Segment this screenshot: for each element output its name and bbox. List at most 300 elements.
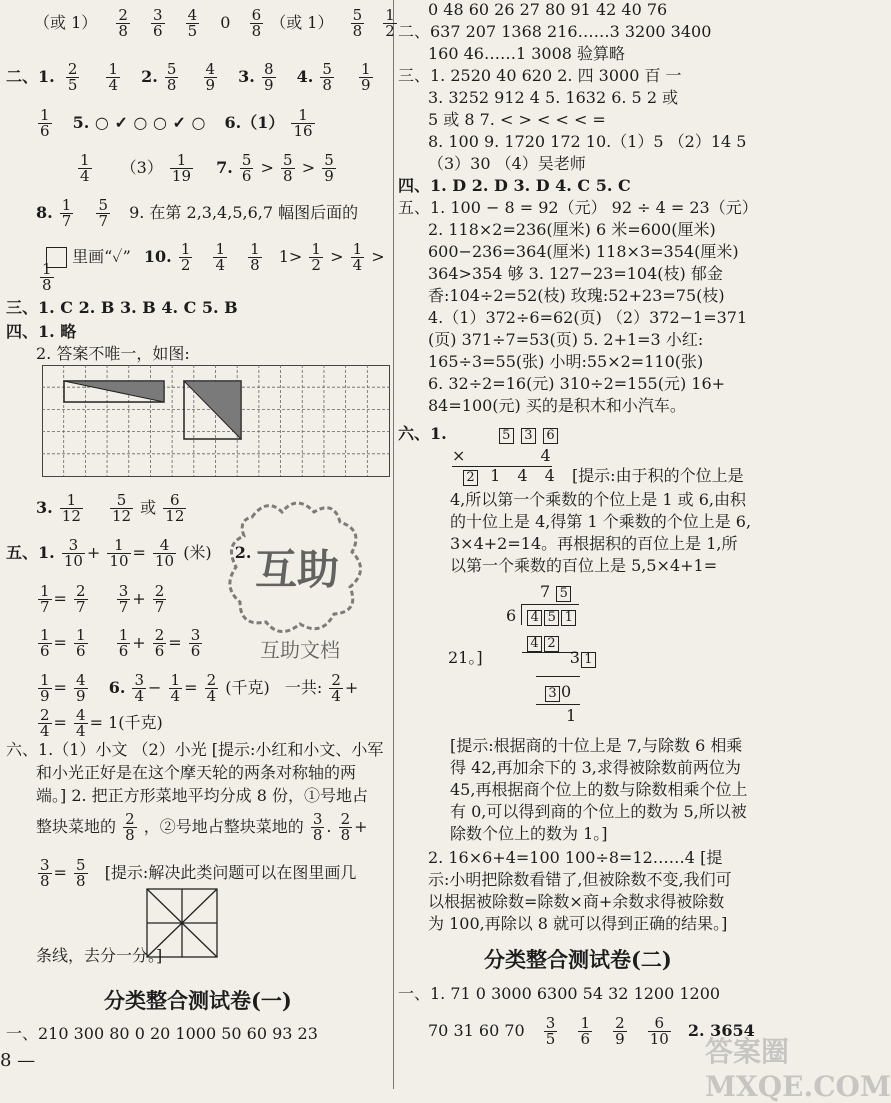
den: 6 [153, 22, 163, 40]
den: 8 [283, 167, 293, 185]
right-line-18: 6. 32÷2=16(元) 310÷2=155(元) 16+ [428, 374, 726, 393]
den: 4 [331, 687, 341, 705]
right-line-8: （3）30 （4）吴老师 [428, 154, 586, 173]
digit: 4 [544, 466, 555, 485]
right-line-11: 2. 118×2=236(厘米) 6 米=600(厘米) [428, 220, 716, 239]
den: 9 [76, 687, 86, 705]
fraction [213, 242, 227, 273]
num: 1 [61, 196, 72, 214]
den: 7 [98, 212, 108, 230]
den: 8 [251, 22, 262, 40]
den: 6 [580, 1030, 590, 1048]
text: （或 1） [270, 13, 334, 32]
section-5-row-1: $\frac{1}{7}$ = $\frac{2}{7}$ $\frac{3}{7}$ + $\frac{2}{7}$ [40, 582, 165, 616]
right-line-38: 2. 16×6+4=100 100÷8=12……4 [提 [428, 848, 723, 867]
right-line-9: 四、1. D 2. D 3. D 4. C 5. C [398, 176, 631, 195]
digit-box: 6 [543, 428, 558, 444]
gt: > [330, 247, 344, 266]
right-line-39: 示:小明把除数看错了,但被除数不变,我们可 [428, 870, 732, 889]
section-6-line-4: 整块菜地的 $\frac{2}{8}$ ，②号地占整块菜地的 $\frac{3}{8}$ . $\frac{2}{8}$ + [36, 810, 368, 844]
fraction [153, 538, 176, 569]
fraction [165, 62, 179, 93]
right-line-36: 有 0,可以得到商的个位上的数为 5,所以被 [450, 802, 747, 821]
den: 6 [40, 642, 50, 660]
den: 5 [187, 22, 198, 40]
num: 2 [340, 810, 351, 828]
division-row [506, 606, 579, 626]
right-line-12: 600−236=364(厘米) 118×3=354(厘米) [428, 242, 739, 261]
right-line-17: 165÷3=55(张) 小明:55×2=110(张) [428, 352, 704, 371]
q9-text: 9. 在第 2,3,4,5,6,7 幅图后面的 [129, 203, 359, 222]
den: 8 [340, 826, 351, 844]
text: 或 [140, 498, 157, 517]
num: 5 [166, 60, 177, 78]
fraction [74, 628, 88, 659]
fraction [151, 8, 165, 39]
fraction [170, 153, 193, 184]
text: 21。] [448, 648, 483, 667]
den: 6 [190, 642, 201, 660]
fraction [96, 198, 110, 229]
num: 1 [40, 671, 50, 689]
right-line-7: 8. 100 9. 1720 172 10.（1）5 （2）14 5 [428, 132, 747, 151]
left-line-3 [36, 108, 317, 139]
fraction [311, 812, 325, 843]
den: 6 [154, 642, 165, 660]
den: 8 [352, 22, 363, 40]
section-3: 三、1. C 2. B 3. B 4. C 5. B [6, 298, 238, 317]
den: 6 [40, 122, 50, 140]
fraction [153, 584, 167, 615]
test-title-1: 分类整合测试卷(一) [104, 988, 292, 1013]
right-line-22 [462, 466, 744, 486]
fraction [205, 673, 219, 704]
den: 7 [61, 212, 72, 230]
den: 19 [171, 167, 192, 185]
q-label: 2. [234, 543, 252, 562]
fraction [74, 708, 88, 739]
num: 1 [107, 538, 130, 554]
digit-box: 3 [545, 686, 560, 702]
num: 1 [42, 260, 52, 278]
right-line-16: (页) 371÷7=53(页) 5. 2+1=3 小红: [428, 330, 704, 349]
fraction [322, 153, 336, 184]
num: 8 [263, 60, 274, 78]
division-quotient [540, 582, 572, 602]
num: 2 [615, 1014, 625, 1032]
right-line-20 [398, 424, 559, 444]
fraction [186, 8, 200, 39]
right-line-41: 为 100,再除以 8 就可以得到正确的结果。] [428, 914, 728, 933]
num: 4 [76, 671, 86, 689]
section-label: 五、1. [6, 543, 55, 562]
text: 1> [278, 247, 303, 266]
num: 6 [648, 1016, 671, 1032]
text: (千克) [225, 678, 270, 697]
fraction [250, 8, 264, 39]
text: [提示:解决此类问题可以在图里画几 [104, 863, 357, 882]
text: ，②号地占整块菜地的 [143, 817, 304, 836]
num: 2 [67, 60, 78, 78]
right-line-2: 二、637 207 1368 216……3 3200 3400 [398, 22, 712, 41]
den: 8 [125, 826, 135, 844]
test-title-2: 分类整合测试卷(二) [484, 947, 672, 972]
den: 2 [311, 256, 321, 274]
num: 1 [580, 1014, 590, 1032]
fraction [38, 708, 52, 739]
digit: 7 [540, 582, 551, 601]
fraction [309, 242, 323, 273]
den: 10 [109, 552, 129, 570]
den: 6 [241, 167, 252, 185]
den: 10 [63, 552, 83, 570]
den: 4 [352, 256, 363, 274]
fraction [648, 1016, 671, 1047]
fraction [329, 673, 343, 704]
left-line-6 [46, 242, 385, 273]
text: [提示:由于积的个位上是 [571, 466, 744, 485]
section-4-2: 2. 答案不唯一，如图: [36, 344, 190, 363]
num: 5 [322, 60, 332, 78]
fraction [169, 673, 183, 704]
left-line-1 [34, 8, 399, 39]
digit-box: 5 [556, 586, 571, 602]
digit: 3 [569, 648, 580, 667]
stamp-sub-text: 互助文档 [260, 638, 340, 662]
num: 3 [134, 671, 145, 689]
division-line-3 [536, 704, 580, 705]
stamp-logo [222, 492, 372, 662]
fraction [578, 1016, 592, 1047]
divisor: 6 [506, 606, 517, 625]
fraction [359, 62, 373, 93]
fraction [544, 1016, 558, 1047]
section-4-3 [36, 493, 188, 524]
text: （或 1） [34, 13, 98, 32]
digit: 1 [490, 466, 501, 485]
q-label: 6. [108, 678, 126, 697]
right-line-25: 3×4+2=14。再根据积的百位上是 1,所 [450, 534, 738, 553]
q-label: 8. [36, 203, 53, 222]
fraction [38, 628, 52, 659]
fraction [38, 858, 52, 889]
q-label: 7. [216, 158, 233, 177]
watermark: 答案圈 MXQE.COM [705, 1035, 891, 1103]
fraction [281, 153, 295, 184]
num: 3 [62, 538, 85, 554]
den: 8 [40, 872, 50, 890]
right-line-21 [452, 446, 551, 466]
section-6-line-2: 和小光正好是在这个摩天轮的两条对称轴的两 [36, 763, 357, 782]
num: 1 [80, 151, 90, 169]
text: (米) [183, 543, 212, 562]
num: 1 [180, 240, 191, 258]
left-last-line: 一、210 300 80 0 20 1000 50 60 93 23 [6, 1024, 318, 1043]
num: 3 [545, 1014, 556, 1032]
den: 9 [205, 76, 216, 94]
right-line-23: 4,所以第一个乘数的个位上是 1 或 6,由积 [450, 490, 746, 509]
den: 8 [42, 276, 52, 294]
num: 1 [118, 626, 129, 644]
num: 3 [190, 626, 201, 644]
num: 6 [163, 493, 186, 509]
den: 4 [134, 687, 145, 705]
num: 3 [40, 856, 50, 874]
den: 7 [118, 598, 129, 616]
fraction [116, 8, 130, 39]
fraction [66, 62, 80, 93]
right-line-10: 五、1. 100 − 8 = 92（元） 92 ÷ 4 = 23（元） [398, 198, 758, 217]
fraction [74, 858, 88, 889]
section-6-line-1: 六、1.（1）小文 （2）小光 [提示:小红和小文、小军 [6, 740, 384, 759]
den: 4 [76, 722, 86, 740]
num: 2 [118, 6, 128, 24]
num: 1 [352, 240, 363, 258]
division-sub-2 [448, 648, 597, 668]
den: 6 [118, 642, 129, 660]
digit-box: 4 [527, 636, 542, 652]
shaded-triangle-2 [184, 381, 241, 439]
fraction [74, 673, 88, 704]
num: 1 [311, 240, 321, 258]
num: 5 [241, 151, 252, 169]
text: 一共: [284, 678, 323, 697]
right-line-5: 3. 3252 912 4 5. 1632 6. 5 2 或 [428, 88, 679, 107]
den: 7 [76, 598, 86, 616]
digit-box: 2 [463, 470, 478, 486]
num: 1 [385, 6, 395, 24]
num: 3 [153, 6, 163, 24]
num: 2 [206, 671, 217, 689]
num: 4 [76, 706, 86, 724]
den: 4 [108, 76, 118, 94]
text: 里画“✓” [72, 247, 131, 266]
fraction [240, 153, 254, 184]
num: 4 [205, 60, 216, 78]
num: 2 [76, 582, 86, 600]
q-label: 4. [296, 67, 314, 86]
den: 12 [111, 507, 132, 525]
num: 3 [312, 810, 323, 828]
fraction [110, 493, 133, 524]
text: 1(千克) [108, 713, 163, 732]
digit-box: 5 [544, 610, 559, 626]
left-line-5 [36, 198, 358, 229]
division-line-2 [536, 676, 580, 677]
fraction [60, 493, 83, 524]
num: 5 [98, 196, 108, 214]
fraction [106, 62, 120, 93]
fraction [613, 1016, 627, 1047]
fraction [74, 584, 88, 615]
num: 5 [76, 856, 86, 874]
den: 4 [80, 167, 90, 185]
section-label: 二、1. [6, 67, 55, 86]
right-line-15: 4.（1）372÷6=62(页) （2）372−1=371 [428, 308, 748, 327]
text: （3） [120, 158, 163, 177]
den: 12 [165, 507, 185, 525]
den: 8 [76, 872, 86, 890]
num: 5 [283, 151, 293, 169]
right-line-40: 以根据被除数=除数×商+余数求得被除数 [428, 892, 725, 911]
num: 1 [40, 626, 50, 644]
fraction [248, 242, 262, 273]
den: 10 [155, 552, 175, 570]
den: 9 [263, 76, 274, 94]
den: 8 [322, 76, 332, 94]
den: 7 [40, 598, 50, 616]
fraction [291, 108, 314, 139]
num: 1 [40, 106, 50, 124]
fraction [40, 262, 54, 293]
fraction [117, 628, 131, 659]
den: 4 [215, 256, 225, 274]
num: 1 [291, 108, 314, 124]
right-line-24: 的十位上是 4,得第 1 个乘数的个位上是 6, [450, 512, 752, 531]
num: 5 [324, 151, 334, 169]
column-divider [393, 0, 394, 1089]
right-line-14: 香:104÷2=52(枝) 玫瑰:52+23=75(枝) [428, 286, 725, 305]
fraction [60, 198, 74, 229]
q-label: 3. [238, 67, 255, 86]
section-5-1: 五、1. $\frac{3}{10}$ + $\frac{1}{10}$ = $\frac{4}{10}$ (米) 2. [6, 536, 252, 570]
right-line-6: 5 或 8 7. < > < < < = [428, 110, 606, 129]
section-5-row-2: $\frac{1}{6}$ = $\frac{1}{6}$ $\frac{1}{6}$ + $\frac{2}{6}$ = $\frac{3}{6}$ [40, 626, 201, 660]
right-line-3: 160 46……1 3008 验算略 [428, 44, 626, 63]
digit: 4 [517, 466, 528, 485]
fraction [38, 584, 52, 615]
division-sub-3 [544, 682, 571, 702]
den: 16 [293, 122, 313, 140]
digit-box: 5 [499, 428, 514, 444]
fraction [339, 812, 353, 843]
text: 0 [220, 13, 231, 32]
fraction [320, 62, 334, 93]
section-6-line-3: 端。] 2. 把正方形菜地平均分成 8 份，①号地占 [36, 786, 369, 805]
digit-box: 1 [561, 610, 576, 626]
q-label: 10. [143, 247, 172, 266]
num: 4 [187, 6, 198, 24]
gt: > [301, 158, 316, 177]
num: 6 [251, 6, 262, 24]
den: 8 [118, 22, 128, 40]
fraction [351, 242, 365, 273]
den: 9 [361, 76, 371, 94]
right-line-34: 得 42,再加余下的 3,求得被除数前两位为 [450, 758, 741, 777]
num: 1 [250, 240, 260, 258]
den: 4 [206, 687, 217, 705]
den: 2 [385, 22, 395, 40]
right-line-33: [提示:根据商的十位上是 7,与除数 6 相乘 [450, 736, 743, 755]
text: 4 [540, 446, 551, 465]
num: 2 [125, 810, 135, 828]
text: 70 31 60 70 [428, 1021, 525, 1040]
digit-box: 2 [544, 636, 559, 652]
num: 1 [60, 493, 83, 509]
section-6-line-6: 条线，去分一分。] [36, 946, 163, 965]
left-line-7 [38, 262, 56, 293]
section-5-row-3: $\frac{1}{9}$ = $\frac{4}{9}$ 6. $\frac{3}{4}$ − $\frac{1}{4}$ = $\frac{2}{4}$ (千克) 一共: $\frac{2}{4}$ + [40, 671, 359, 705]
section-5-row-4: $\frac{2}{4}$ = $\frac{4}{4}$ = 1(千克) [40, 706, 163, 740]
den: 6 [76, 642, 86, 660]
den: 9 [615, 1030, 625, 1048]
fraction [38, 673, 52, 704]
num: 5 [352, 6, 363, 24]
digit-box: 1 [581, 652, 596, 668]
right-line-35: 45,再根据商个位上的数与除数相乘个位上 [450, 780, 748, 799]
right-line-4: 三、1. 2520 40 620 2. 四 3000 百 一 [398, 66, 682, 85]
times-sign: × [452, 446, 466, 465]
q-label: 3. [36, 498, 53, 517]
right-line-1: 0 48 60 26 27 80 91 42 40 76 [428, 0, 668, 19]
den: 2 [180, 256, 191, 274]
fraction [123, 812, 137, 843]
num: 2 [331, 671, 341, 689]
num: 2 [154, 582, 165, 600]
right-line-26: 以第一个乘数的百位上是 5,5×4+1= [450, 556, 718, 575]
digit: 0 [561, 682, 572, 701]
q5-text: 5. ○ ✓ ○ ○ ✓ ○ [72, 113, 206, 132]
grid-figure [42, 365, 390, 477]
num: 2 [154, 626, 165, 644]
fraction [163, 493, 186, 524]
num: 2 [40, 706, 50, 724]
den: 10 [649, 1030, 669, 1048]
den: 9 [40, 687, 50, 705]
section-6-line-5: $\frac{3}{8}$ = $\frac{5}{8}$ [提示:解决此类问题可以在图里画几 [40, 856, 357, 890]
fraction [153, 628, 167, 659]
den: 4 [40, 722, 50, 740]
left-line-4 [76, 153, 338, 184]
num: 3 [118, 582, 129, 600]
page-number: 8 — [0, 1050, 36, 1071]
num: 4 [153, 538, 176, 554]
fraction [262, 62, 276, 93]
den: 12 [61, 507, 81, 525]
den: 8 [250, 256, 260, 274]
den: 7 [154, 598, 165, 616]
division-remainder: 1 [566, 706, 577, 725]
right-line-42: 一、1. 71 0 3000 6300 54 32 1200 1200 [398, 984, 721, 1003]
digit-box: 4 [527, 610, 542, 626]
fraction [107, 538, 130, 569]
text: 2. 3654 [687, 1021, 755, 1040]
fraction [117, 584, 131, 615]
fraction [38, 108, 52, 139]
num: 5 [110, 493, 133, 509]
right-line-19: 84=100(元) 买的是积木和小汽车。 [428, 396, 686, 415]
fraction [351, 8, 365, 39]
fraction [78, 153, 92, 184]
right-line-37: 除数个位上的数为 1。] [450, 824, 608, 843]
num: 1 [76, 626, 86, 644]
num: 1 [40, 582, 50, 600]
text: 整块菜地的 [36, 817, 117, 836]
den: 9 [324, 167, 334, 185]
num: 1 [361, 60, 371, 78]
fraction [189, 628, 203, 659]
den: 8 [312, 826, 323, 844]
fraction [204, 62, 218, 93]
gt: > [260, 158, 274, 177]
den: 8 [166, 76, 177, 94]
fraction [179, 242, 193, 273]
section-4-1: 四、1. 略 [6, 322, 77, 341]
num: 1 [215, 240, 225, 258]
fraction [62, 538, 85, 569]
stamp-main-text: 互助 [254, 545, 340, 594]
right-line-13: 364>354 够 3. 127−23=104(枝) 郁金 [428, 264, 723, 283]
